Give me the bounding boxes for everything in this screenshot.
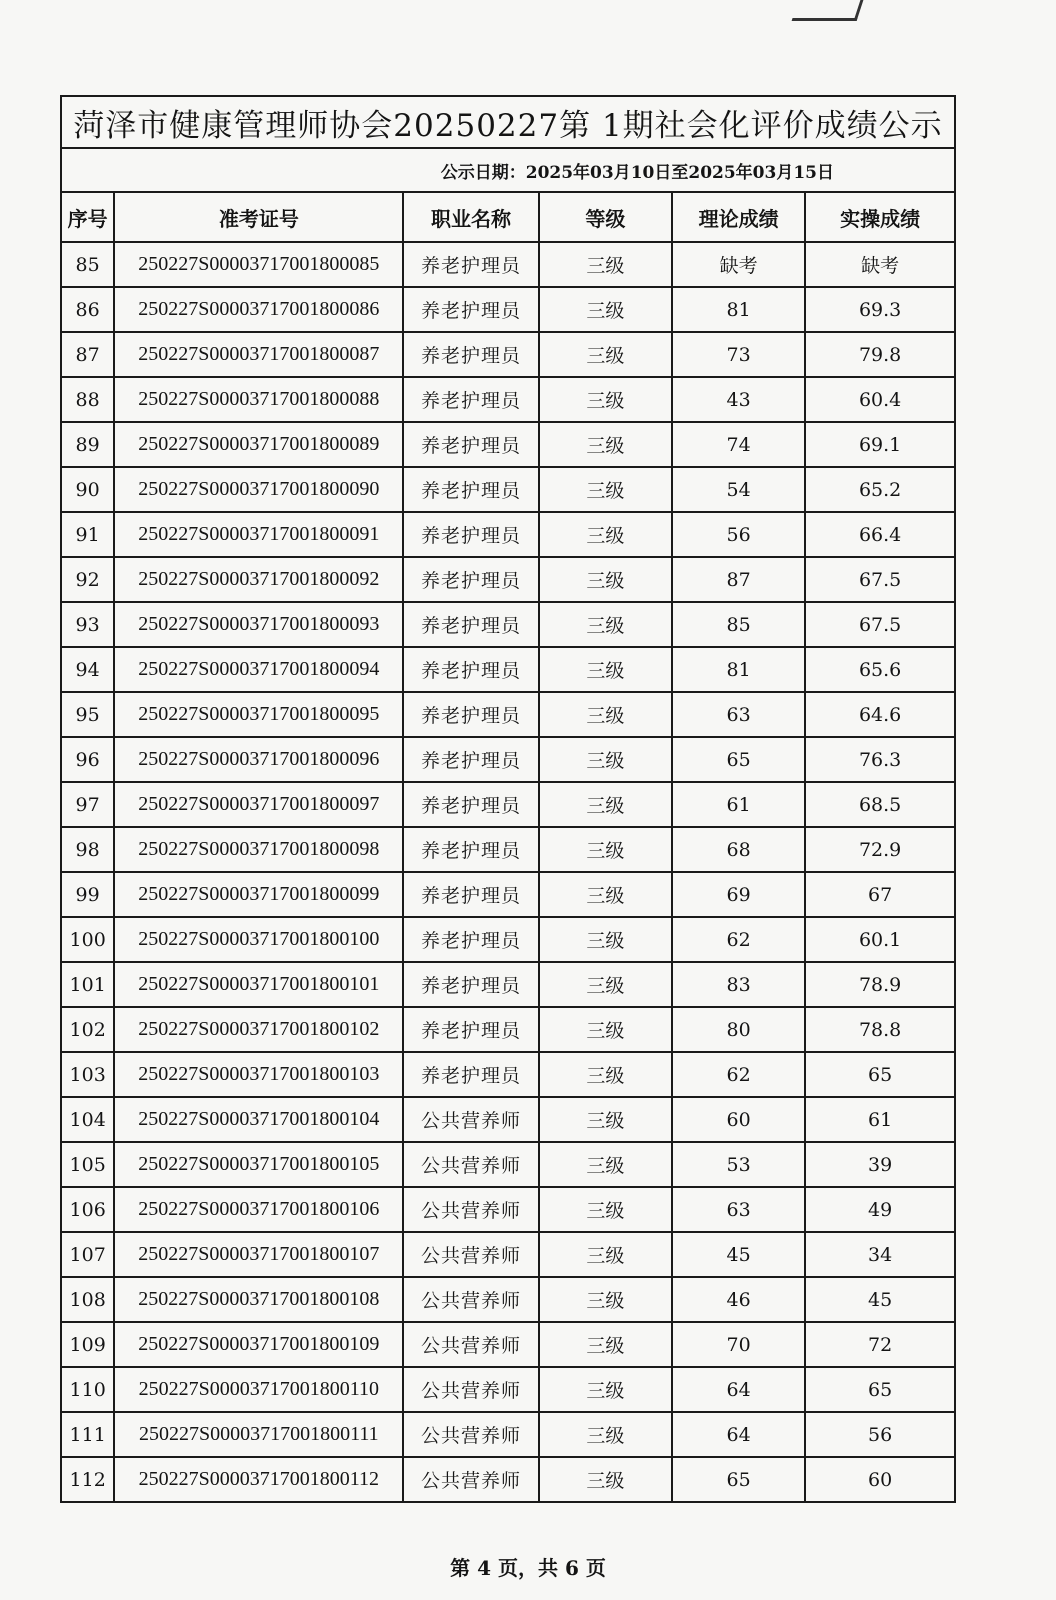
scan-corner-mark — [792, 0, 864, 21]
table-row — [61, 1097, 955, 1142]
cell-practical-score: 72.9 — [805, 827, 955, 872]
cell-exam-id: 250227S00003717001800107 — [114, 1232, 403, 1277]
cell-level: 三级 — [539, 467, 672, 512]
cell-practical-score: 34 — [805, 1232, 955, 1277]
cell-seq: 108 — [61, 1277, 114, 1322]
cell-job-title: 公共营养师 — [403, 1322, 538, 1367]
cell-job-title: 养老护理员 — [403, 647, 538, 692]
cell-seq: 101 — [61, 962, 114, 1007]
cell-job-title: 养老护理员 — [403, 962, 538, 1007]
cell-theory-score: 56 — [672, 512, 805, 557]
table-row — [61, 467, 955, 512]
cell-theory-score: 45 — [672, 1232, 805, 1277]
table-row — [61, 1322, 955, 1367]
header-row — [61, 192, 955, 242]
cell-practical-score: 65 — [805, 1367, 955, 1412]
cell-practical-score: 78.9 — [805, 962, 955, 1007]
table-row — [61, 1007, 955, 1052]
cell-seq: 97 — [61, 782, 114, 827]
cell-practical-score: 79.8 — [805, 332, 955, 377]
cell-practical-score: 65 — [805, 1052, 955, 1097]
cell-level: 三级 — [539, 602, 672, 647]
cell-level: 三级 — [539, 1142, 672, 1187]
cell-job-title: 公共营养师 — [403, 1367, 538, 1412]
cell-exam-id: 250227S00003717001800094 — [114, 647, 403, 692]
cell-theory-score: 46 — [672, 1277, 805, 1322]
cell-job-title: 养老护理员 — [403, 872, 538, 917]
cell-exam-id: 250227S00003717001800092 — [114, 557, 403, 602]
cell-practical-score: 66.4 — [805, 512, 955, 557]
cell-theory-score: 63 — [672, 692, 805, 737]
cell-level: 三级 — [539, 1412, 672, 1457]
cell-theory-score: 73 — [672, 332, 805, 377]
table-row — [61, 1412, 955, 1457]
cell-level: 三级 — [539, 512, 672, 557]
cell-theory-score: 65 — [672, 737, 805, 782]
page-footer: 第 4 页，共 6 页 — [450, 1556, 606, 1580]
cell-practical-score: 69.3 — [805, 287, 955, 332]
table-row — [61, 332, 955, 377]
cell-seq: 89 — [61, 422, 114, 467]
table-row — [61, 782, 955, 827]
table-row — [61, 1187, 955, 1232]
cell-level: 三级 — [539, 287, 672, 332]
table-row — [61, 377, 955, 422]
cell-exam-id: 250227S00003717001800100 — [114, 917, 403, 962]
cell-practical-score: 65.2 — [805, 467, 955, 512]
cell-job-title: 养老护理员 — [403, 917, 538, 962]
cell-seq: 111 — [61, 1412, 114, 1457]
table-row — [61, 422, 955, 467]
cell-practical-score: 68.5 — [805, 782, 955, 827]
table-row — [61, 512, 955, 557]
table-row — [61, 287, 955, 332]
cell-level: 三级 — [539, 377, 672, 422]
cell-theory-score: 83 — [672, 962, 805, 1007]
cell-job-title: 养老护理员 — [403, 827, 538, 872]
cell-level: 三级 — [539, 737, 672, 782]
cell-job-title: 养老护理员 — [403, 692, 538, 737]
cell-exam-id: 250227S00003717001800085 — [114, 242, 403, 287]
cell-seq: 104 — [61, 1097, 114, 1142]
header-exam-id: 准考证号 — [114, 192, 403, 242]
cell-level: 三级 — [539, 1457, 672, 1502]
cell-job-title: 养老护理员 — [403, 422, 538, 467]
cell-level: 三级 — [539, 1187, 672, 1232]
table-row — [61, 1232, 955, 1277]
cell-seq: 98 — [61, 827, 114, 872]
table-row — [61, 1367, 955, 1412]
cell-practical-score: 67.5 — [805, 557, 955, 602]
cell-practical-score: 61 — [805, 1097, 955, 1142]
cell-job-title: 公共营养师 — [403, 1097, 538, 1142]
header-seq: 序号 — [61, 192, 114, 242]
cell-level: 三级 — [539, 557, 672, 602]
table-row — [61, 962, 955, 1007]
header-theory-score: 理论成绩 — [672, 192, 805, 242]
cell-job-title: 公共营养师 — [403, 1232, 538, 1277]
cell-level: 三级 — [539, 1232, 672, 1277]
cell-level: 三级 — [539, 1322, 672, 1367]
cell-exam-id: 250227S00003717001800096 — [114, 737, 403, 782]
cell-seq: 102 — [61, 1007, 114, 1052]
table-row — [61, 827, 955, 872]
cell-exam-id: 250227S00003717001800097 — [114, 782, 403, 827]
cell-exam-id: 250227S00003717001800099 — [114, 872, 403, 917]
cell-seq: 88 — [61, 377, 114, 422]
cell-practical-score: 67.5 — [805, 602, 955, 647]
notice-date: 公示日期：2025年03月10日至2025年03月15日 — [61, 148, 955, 192]
cell-job-title: 公共营养师 — [403, 1277, 538, 1322]
cell-practical-score: 69.1 — [805, 422, 955, 467]
cell-seq: 107 — [61, 1232, 114, 1277]
cell-exam-id: 250227S00003717001800095 — [114, 692, 403, 737]
cell-seq: 90 — [61, 467, 114, 512]
cell-theory-score: 85 — [672, 602, 805, 647]
cell-exam-id: 250227S00003717001800110 — [114, 1367, 403, 1412]
cell-job-title: 养老护理员 — [403, 512, 538, 557]
cell-job-title: 养老护理员 — [403, 737, 538, 782]
cell-practical-score: 65.6 — [805, 647, 955, 692]
table-row — [61, 692, 955, 737]
cell-theory-score: 70 — [672, 1322, 805, 1367]
score-table — [60, 95, 956, 1503]
cell-seq: 85 — [61, 242, 114, 287]
cell-level: 三级 — [539, 827, 672, 872]
cell-exam-id: 250227S00003717001800091 — [114, 512, 403, 557]
cell-practical-score: 缺考 — [805, 242, 955, 287]
cell-seq: 105 — [61, 1142, 114, 1187]
table-row — [61, 602, 955, 647]
cell-exam-id: 250227S00003717001800106 — [114, 1187, 403, 1232]
cell-theory-score: 64 — [672, 1367, 805, 1412]
cell-theory-score: 81 — [672, 287, 805, 332]
cell-practical-score: 72 — [805, 1322, 955, 1367]
table-row — [61, 872, 955, 917]
cell-theory-score: 81 — [672, 647, 805, 692]
cell-seq: 110 — [61, 1367, 114, 1412]
cell-job-title: 公共营养师 — [403, 1412, 538, 1457]
cell-practical-score: 76.3 — [805, 737, 955, 782]
cell-theory-score: 74 — [672, 422, 805, 467]
cell-seq: 106 — [61, 1187, 114, 1232]
cell-practical-score: 56 — [805, 1412, 955, 1457]
cell-job-title: 养老护理员 — [403, 1007, 538, 1052]
cell-exam-id: 250227S00003717001800087 — [114, 332, 403, 377]
table-row — [61, 1052, 955, 1097]
header-level: 等级 — [539, 192, 672, 242]
cell-theory-score: 60 — [672, 1097, 805, 1142]
cell-level: 三级 — [539, 242, 672, 287]
cell-job-title: 公共营养师 — [403, 1142, 538, 1187]
cell-job-title: 公共营养师 — [403, 1187, 538, 1232]
cell-job-title: 公共营养师 — [403, 1457, 538, 1502]
cell-theory-score: 62 — [672, 917, 805, 962]
header-practical-score: 实操成绩 — [805, 192, 955, 242]
table-row — [61, 557, 955, 602]
cell-theory-score: 缺考 — [672, 242, 805, 287]
cell-exam-id: 250227S00003717001800111 — [114, 1412, 403, 1457]
header-job-title: 职业名称 — [403, 192, 538, 242]
table-row — [61, 737, 955, 782]
cell-practical-score: 60 — [805, 1457, 955, 1502]
cell-level: 三级 — [539, 872, 672, 917]
cell-seq: 86 — [61, 287, 114, 332]
cell-exam-id: 250227S00003717001800089 — [114, 422, 403, 467]
cell-job-title: 养老护理员 — [403, 377, 538, 422]
cell-theory-score: 69 — [672, 872, 805, 917]
cell-seq: 94 — [61, 647, 114, 692]
cell-theory-score: 68 — [672, 827, 805, 872]
cell-level: 三级 — [539, 1007, 672, 1052]
cell-seq: 96 — [61, 737, 114, 782]
table-row — [61, 1277, 955, 1322]
cell-seq: 99 — [61, 872, 114, 917]
cell-seq: 103 — [61, 1052, 114, 1097]
cell-level: 三级 — [539, 422, 672, 467]
cell-practical-score: 64.6 — [805, 692, 955, 737]
cell-level: 三级 — [539, 1277, 672, 1322]
cell-job-title: 养老护理员 — [403, 242, 538, 287]
table-row — [61, 1142, 955, 1187]
cell-job-title: 养老护理员 — [403, 467, 538, 512]
cell-level: 三级 — [539, 647, 672, 692]
cell-job-title: 养老护理员 — [403, 782, 538, 827]
cell-theory-score: 54 — [672, 467, 805, 512]
cell-theory-score: 87 — [672, 557, 805, 602]
cell-theory-score: 43 — [672, 377, 805, 422]
cell-level: 三级 — [539, 692, 672, 737]
cell-exam-id: 250227S00003717001800098 — [114, 827, 403, 872]
cell-theory-score: 80 — [672, 1007, 805, 1052]
cell-seq: 100 — [61, 917, 114, 962]
cell-exam-id: 250227S00003717001800105 — [114, 1142, 403, 1187]
cell-exam-id: 250227S00003717001800093 — [114, 602, 403, 647]
table-row — [61, 242, 955, 287]
cell-theory-score: 61 — [672, 782, 805, 827]
cell-seq: 109 — [61, 1322, 114, 1367]
cell-level: 三级 — [539, 1097, 672, 1142]
cell-seq: 93 — [61, 602, 114, 647]
cell-level: 三级 — [539, 782, 672, 827]
cell-level: 三级 — [539, 917, 672, 962]
cell-exam-id: 250227S00003717001800108 — [114, 1277, 403, 1322]
cell-theory-score: 62 — [672, 1052, 805, 1097]
cell-practical-score: 39 — [805, 1142, 955, 1187]
cell-exam-id: 250227S00003717001800112 — [114, 1457, 403, 1502]
table-row — [61, 647, 955, 692]
cell-seq: 87 — [61, 332, 114, 377]
cell-exam-id: 250227S00003717001800086 — [114, 287, 403, 332]
table-body — [61, 242, 955, 1502]
table-row — [61, 917, 955, 962]
cell-seq: 112 — [61, 1457, 114, 1502]
cell-exam-id: 250227S00003717001800103 — [114, 1052, 403, 1097]
cell-exam-id: 250227S00003717001800104 — [114, 1097, 403, 1142]
cell-job-title: 养老护理员 — [403, 602, 538, 647]
cell-seq: 92 — [61, 557, 114, 602]
cell-level: 三级 — [539, 332, 672, 377]
cell-exam-id: 250227S00003717001800090 — [114, 467, 403, 512]
cell-practical-score: 49 — [805, 1187, 955, 1232]
cell-exam-id: 250227S00003717001800101 — [114, 962, 403, 1007]
cell-practical-score: 60.4 — [805, 377, 955, 422]
table-title: 菏泽市健康管理师协会20250227第 1期社会化评价成绩公示 — [61, 96, 955, 148]
table-row — [61, 1457, 955, 1502]
cell-exam-id: 250227S00003717001800088 — [114, 377, 403, 422]
cell-level: 三级 — [539, 962, 672, 1007]
cell-job-title: 养老护理员 — [403, 287, 538, 332]
cell-practical-score: 60.1 — [805, 917, 955, 962]
cell-practical-score: 67 — [805, 872, 955, 917]
cell-exam-id: 250227S00003717001800109 — [114, 1322, 403, 1367]
cell-level: 三级 — [539, 1367, 672, 1412]
cell-level: 三级 — [539, 1052, 672, 1097]
cell-practical-score: 78.8 — [805, 1007, 955, 1052]
cell-job-title: 养老护理员 — [403, 332, 538, 377]
cell-theory-score: 53 — [672, 1142, 805, 1187]
cell-exam-id: 250227S00003717001800102 — [114, 1007, 403, 1052]
cell-theory-score: 63 — [672, 1187, 805, 1232]
cell-seq: 95 — [61, 692, 114, 737]
cell-theory-score: 65 — [672, 1457, 805, 1502]
cell-seq: 91 — [61, 512, 114, 557]
cell-job-title: 养老护理员 — [403, 557, 538, 602]
cell-job-title: 养老护理员 — [403, 1052, 538, 1097]
cell-practical-score: 45 — [805, 1277, 955, 1322]
cell-theory-score: 64 — [672, 1412, 805, 1457]
